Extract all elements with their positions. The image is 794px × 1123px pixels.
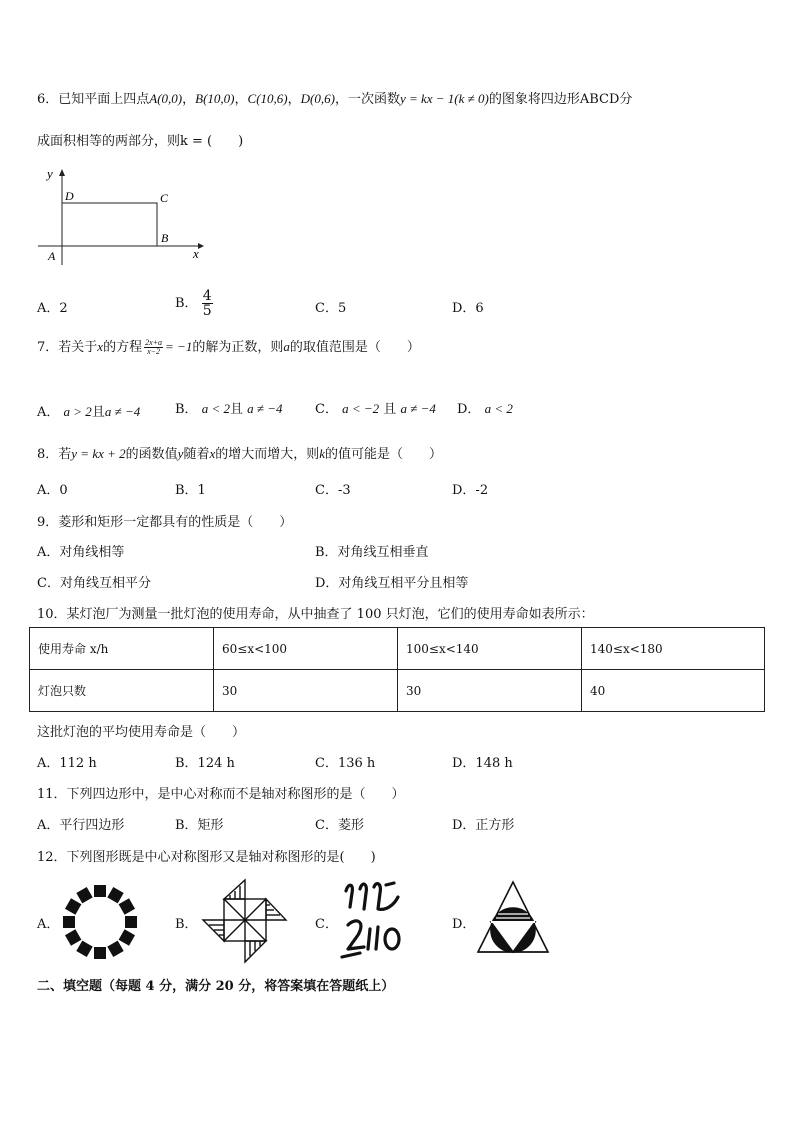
q7-frac-den: x−2 xyxy=(147,347,161,356)
q7-option-b-math1: a < 2 xyxy=(201,401,230,416)
q9-stem: 9．菱形和矩形一定都具有的性质是（ ） xyxy=(37,515,293,530)
q12-option-b-label[interactable]: B． xyxy=(175,917,198,932)
y-axis-arrow xyxy=(59,169,65,176)
q7-equals: = −1 xyxy=(165,339,193,354)
point-d: D(0,6) xyxy=(300,91,335,106)
q8-mid2: 随着 xyxy=(183,447,210,462)
ring-square xyxy=(107,887,123,903)
q8-mid1: 的函数值 xyxy=(125,447,178,462)
q7-option-d-label: D． xyxy=(457,402,481,417)
q6-option-b-fraction xyxy=(202,289,213,318)
q7-mid1: 的方程 xyxy=(103,340,143,355)
ring-square xyxy=(119,929,135,945)
q6-option-b-den: 5 xyxy=(202,303,212,319)
rectangle-abcd xyxy=(62,203,157,246)
q7-option-a[interactable] xyxy=(37,401,140,420)
q7-frac-num: 2x+a xyxy=(145,338,163,347)
q12-option-d-label[interactable]: D． xyxy=(452,917,476,932)
point-a: A(0,0) xyxy=(149,91,183,106)
q12-figure-d-triangle-circle[interactable] xyxy=(474,878,552,958)
q7-var-a: a xyxy=(283,339,290,354)
q9-option-b[interactable]: B．对角线互相垂直 xyxy=(315,545,429,560)
label-x: x xyxy=(193,246,199,261)
q8-var-x: x xyxy=(209,446,216,461)
q7-mid2: 的解为正数，则 xyxy=(192,340,284,355)
q7-prefix: 7．若关于 xyxy=(37,340,98,355)
point-b: B(10,0) xyxy=(195,91,235,106)
q6-line1: 6．已知平面上四点A(0,0)，B(10,0)，C(10,6)，D(0,6)，一次函数y = kx − 1(k ≠ 0)的图象将四边形ABCD分 xyxy=(37,91,633,107)
q6-option-b-num: 4 xyxy=(202,288,212,304)
label-b: B xyxy=(161,231,169,245)
table-cell: 使用寿命 x/h xyxy=(30,628,214,670)
q7-option-d[interactable] xyxy=(457,398,513,417)
q7-option-b[interactable] xyxy=(175,398,283,417)
q6-stem-mid: ，一次函数 xyxy=(334,92,400,107)
table-cell: 40 xyxy=(582,670,765,712)
q8-option-a[interactable]: A．0 xyxy=(37,483,68,498)
q8-suffix: 的值可能是（ ） xyxy=(325,447,443,462)
ring-square xyxy=(76,941,92,957)
ring-square xyxy=(125,916,137,928)
table-cell: 140≤x<180 xyxy=(582,628,765,670)
point-c: C(10,6) xyxy=(247,91,288,106)
q6-option-b[interactable] xyxy=(175,289,213,318)
q12-stem: 12．下列图形既是中心对称图形又是轴对称图形的是( ) xyxy=(37,850,376,865)
ring-square xyxy=(107,941,123,957)
q6-option-a[interactable]: A．2 xyxy=(37,301,68,316)
section-heading: 二、填空题（每题 4 分，满分 20 分，将答案填在答题纸上） xyxy=(37,979,395,994)
q7-option-a-math1: a > 2 xyxy=(63,404,92,419)
q11-stem: 11．下列四边形中，是中心对称而不是轴对称图形的是（ ） xyxy=(37,787,405,802)
q10-option-b[interactable]: B．124 h xyxy=(175,756,235,771)
q7-fraction xyxy=(144,339,163,356)
q7-option-d-math: a < 2 xyxy=(484,401,513,416)
q12-figure-c-emblem[interactable] xyxy=(340,877,406,961)
q10-stem: 10．某灯泡厂为测量一批灯泡的使用寿命，从中抽查了 100 只灯泡，它们的使用寿命如表所示： xyxy=(37,607,594,622)
label-c: C xyxy=(160,191,169,205)
table-row xyxy=(30,628,765,670)
q8-stem xyxy=(37,443,442,462)
q7-option-c-math1: a < −2 xyxy=(342,401,380,416)
ring-square xyxy=(76,887,92,903)
q8-option-d[interactable]: D．-2 xyxy=(452,483,489,498)
table-cell: 60≤x<100 xyxy=(214,628,398,670)
q6-stem-prefix: 6．已知平面上四点 xyxy=(37,92,150,107)
q7-option-a-label: A． xyxy=(37,405,60,420)
q7-var-x: x xyxy=(97,339,104,354)
q7-option-c-and: 且 xyxy=(383,402,397,417)
q7-suffix: 的取值范围是（ ） xyxy=(289,340,420,355)
ring-square xyxy=(94,885,106,897)
q6-option-c[interactable]: C．5 xyxy=(315,301,347,316)
q8-option-b[interactable]: B．1 xyxy=(175,483,206,498)
q11-option-c[interactable]: C．菱形 xyxy=(315,818,364,833)
ring-square xyxy=(65,929,81,945)
q12-option-a-label[interactable]: A． xyxy=(37,917,60,932)
ring-square xyxy=(119,898,135,914)
label-y: y xyxy=(47,166,53,181)
q8-mid3: 的增大而增大，则 xyxy=(215,447,320,462)
q8-option-c[interactable]: C．-3 xyxy=(315,483,351,498)
q7-option-a-and: 且 xyxy=(91,405,105,420)
q10-option-d[interactable]: D．148 h xyxy=(452,756,513,771)
q8-prefix: 8．若 xyxy=(37,447,72,462)
table-cell: 30 xyxy=(214,670,398,712)
q11-option-d[interactable]: D．正方形 xyxy=(452,818,515,833)
q10-option-a[interactable]: A．112 h xyxy=(37,756,97,771)
q10-option-c[interactable]: C．136 h xyxy=(315,756,376,771)
q7-option-b-label: B． xyxy=(175,402,198,417)
q7-option-c-label: C． xyxy=(315,402,338,417)
q9-option-a[interactable]: A．对角线相等 xyxy=(37,545,125,560)
x-axis-arrow xyxy=(198,243,204,249)
q6-line2: 成面积相等的两部分，则k = ( ) xyxy=(37,134,244,149)
q8-var-y: y xyxy=(177,446,184,461)
q7-option-a-math2: a ≠ −4 xyxy=(104,404,141,419)
q12-figure-a-ring-of-squares[interactable] xyxy=(58,880,142,964)
q6-function: y = kx − 1(k ≠ 0) xyxy=(399,91,489,106)
q6-rectangle-figure xyxy=(36,165,206,265)
q8-var-k: k xyxy=(319,446,326,461)
q7-stem xyxy=(37,336,420,356)
q7-option-b-and: 且 xyxy=(229,402,243,417)
table-cell: 灯泡只数 xyxy=(30,670,214,712)
q9-option-d[interactable]: D．对角线互相平分且相等 xyxy=(315,576,469,591)
table-cell: 30 xyxy=(398,670,582,712)
q7-option-c[interactable] xyxy=(315,398,436,417)
q11-option-b[interactable]: B．矩形 xyxy=(175,818,224,833)
ring-square xyxy=(65,898,81,914)
table-row xyxy=(30,670,765,712)
lifespan-table xyxy=(29,627,765,712)
label-a: A xyxy=(48,249,56,263)
label-d: D xyxy=(65,189,74,203)
q6-option-d[interactable]: D．6 xyxy=(452,301,484,316)
q6-option-b-label: B． xyxy=(175,296,198,311)
q12-option-c-label[interactable]: C． xyxy=(315,917,338,932)
q11-option-a[interactable]: A．平行四边形 xyxy=(37,818,125,833)
q9-option-c[interactable]: C．对角线互相平分 xyxy=(37,576,151,591)
ring-square xyxy=(63,916,75,928)
q12-figure-b-pinwheel[interactable] xyxy=(200,878,290,964)
q8-function: y = kx + 2 xyxy=(71,446,126,461)
q7-option-c-math2: a ≠ −4 xyxy=(400,401,436,416)
q7-option-b-math2: a ≠ −4 xyxy=(247,401,283,416)
ring-square xyxy=(94,947,106,959)
table-cell: 100≤x<140 xyxy=(398,628,582,670)
q10-question: 这批灯泡的平均使用寿命是（ ） xyxy=(37,725,246,740)
q6-stem-suffix: 的图象将四边形ABCD分 xyxy=(488,92,633,107)
